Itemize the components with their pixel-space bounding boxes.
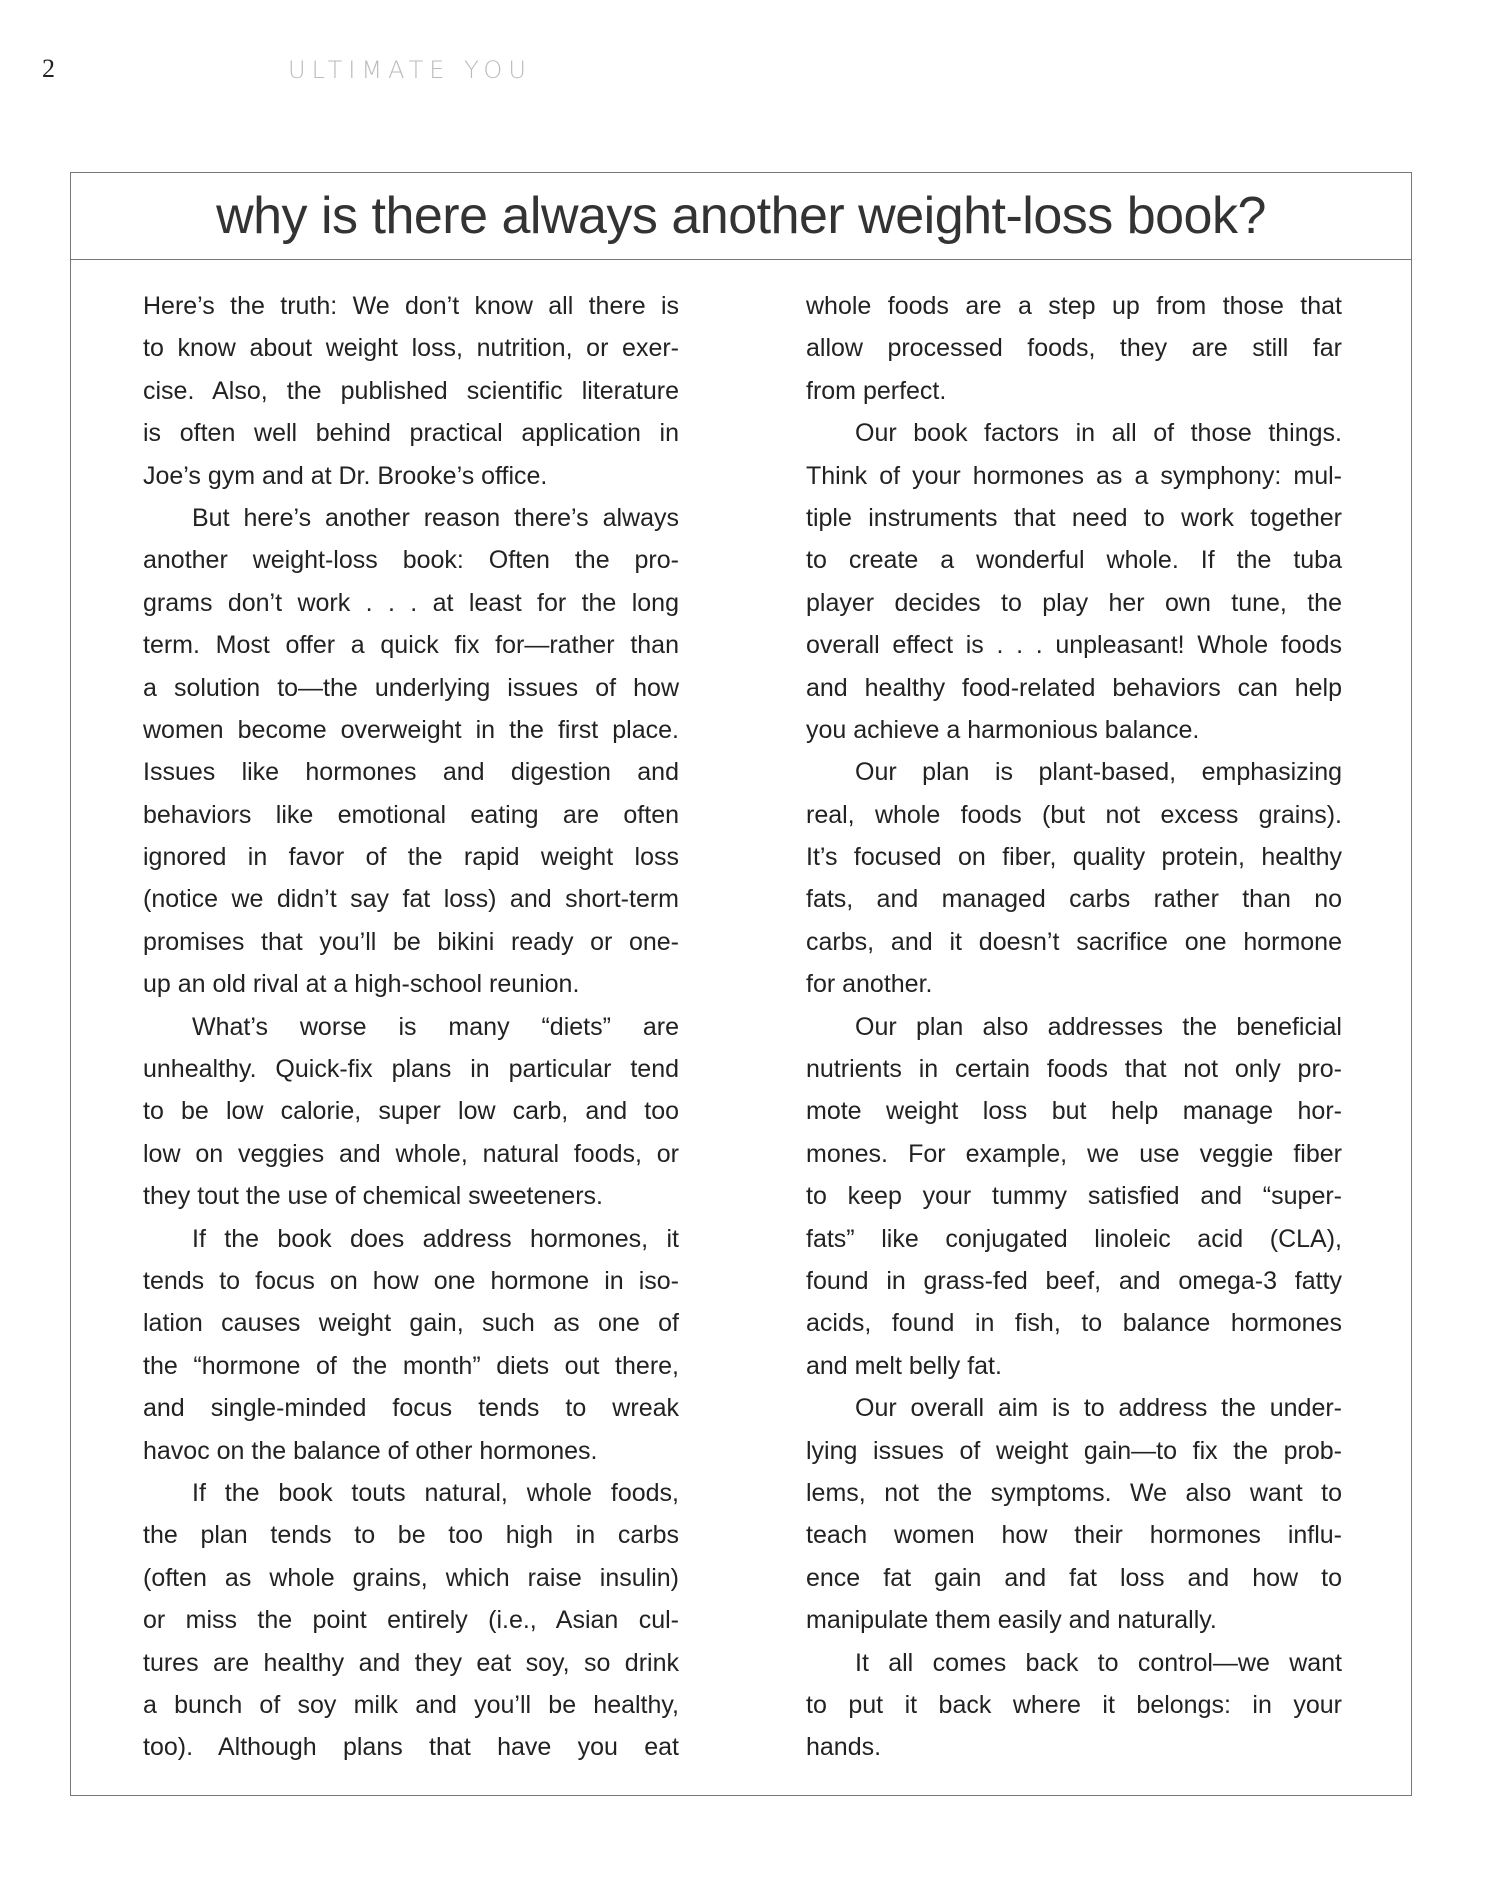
page-number: 2 xyxy=(42,54,55,83)
text-line: It all comes back to control—we want xyxy=(855,1648,1342,1677)
text-line: fats, and managed carbs rather than no xyxy=(806,885,1342,914)
text-line: If the book touts natural, whole foods, xyxy=(192,1478,679,1507)
title-bar xyxy=(71,173,1411,260)
text-line: to keep your tummy satisfied and “super- xyxy=(806,1182,1342,1211)
paragraph xyxy=(806,412,1342,751)
paragraph xyxy=(806,1642,1342,1769)
text-line: unhealthy. Quick-fix plans in particular tend xyxy=(143,1055,679,1084)
text-line: tends to focus on how one hormone in iso- xyxy=(143,1266,679,1295)
text-line: and single-minded focus tends to wreak xyxy=(143,1394,679,1423)
text-line: (often as whole grains, which raise insulin) xyxy=(143,1563,679,1592)
text-line: Our plan is plant-based, emphasizing xyxy=(855,758,1342,787)
text-line: low on veggies and whole, natural foods, or xyxy=(143,1139,679,1168)
text-line: mones. For example, we use veggie fiber xyxy=(806,1139,1342,1168)
text-line: (notice we didn’t say fat loss) and short-term xyxy=(143,885,679,914)
text-line: real, whole foods (but not excess grains). xyxy=(806,800,1342,829)
text-line: behaviors like emotional eating are often xyxy=(143,800,679,829)
text-line: nutrients in certain foods that not only pro- xyxy=(806,1055,1342,1084)
running-head: ULTIMATE YOU xyxy=(288,56,532,84)
text-line: they tout the use of chemical sweeteners. xyxy=(143,1182,603,1211)
text-line: manipulate them easily and naturally. xyxy=(806,1606,1217,1635)
text-line: to create a wonderful whole. If the tuba xyxy=(806,546,1342,575)
sidebar-box xyxy=(70,172,1412,1796)
text-line: is often well behind practical application in xyxy=(143,419,679,448)
text-line: tiple instruments that need to work together xyxy=(806,503,1342,532)
text-line: a solution to—the underlying issues of how xyxy=(143,673,679,702)
text-line: and healthy food-related behaviors can help xyxy=(806,673,1342,702)
text-line: player decides to play her own tune, the xyxy=(806,588,1342,617)
text-line: whole foods are a step up from those that xyxy=(806,292,1342,320)
text-line: Think of your hormones as a symphony: mul- xyxy=(806,461,1342,490)
text-line: grams don’t work . . . at least for the long xyxy=(143,588,679,617)
text-line: havoc on the balance of other hormones. xyxy=(143,1436,598,1465)
text-line: the “hormone of the month” diets out there, xyxy=(143,1351,679,1380)
paragraph xyxy=(143,285,679,497)
paragraph xyxy=(806,1006,1342,1388)
text-line: found in grass-fed beef, and omega-3 fatty xyxy=(806,1266,1342,1295)
text-line: ignored in favor of the rapid weight loss xyxy=(143,843,679,872)
paragraph xyxy=(143,497,679,1006)
text-line: lation causes weight gain, such as one of xyxy=(143,1309,679,1338)
text-line: promises that you’ll be bikini ready or one- xyxy=(143,927,679,956)
text-line: tures are healthy and they eat soy, so drink xyxy=(143,1648,679,1677)
text-line: If the book does address hormones, it xyxy=(192,1224,679,1253)
text-line: acids, found in fish, to balance hormones xyxy=(806,1309,1342,1338)
left-column xyxy=(143,285,679,1769)
text-line: another weight-loss book: Often the pro- xyxy=(143,546,679,575)
text-line: or miss the point entirely (i.e., Asian cul- xyxy=(143,1606,679,1635)
text-line: allow processed foods, they are still far xyxy=(806,334,1342,363)
text-line: from perfect. xyxy=(806,376,947,405)
box-title: why is there always another weight-loss book? xyxy=(216,187,1266,245)
text-line: fats” like conjugated linoleic acid (CLA), xyxy=(806,1224,1342,1253)
text-line: carbs, and it doesn’t sacrifice one hormone xyxy=(806,927,1342,956)
paragraph xyxy=(806,751,1342,1005)
text-line: for another. xyxy=(806,970,933,999)
text-line: the plan tends to be too high in carbs xyxy=(143,1521,679,1550)
text-line: a bunch of soy milk and you’ll be healthy, xyxy=(143,1690,679,1719)
text-line: hands. xyxy=(806,1733,882,1762)
text-line: overall effect is . . . unpleasant! Whole foods xyxy=(806,631,1342,660)
text-line: Our book factors in all of those things. xyxy=(855,419,1342,448)
text-line: term. Most offer a quick fix for—rather than xyxy=(143,631,679,660)
text-line: Here’s the truth: We don’t know all there is xyxy=(143,292,679,320)
text-line: Our plan also addresses the beneficial xyxy=(855,1012,1342,1041)
text-line: lying issues of weight gain—to fix the prob- xyxy=(806,1436,1342,1465)
paragraph xyxy=(143,1006,679,1218)
text-line: It’s focused on fiber, quality protein, healthy xyxy=(806,843,1342,872)
text-line: to be low calorie, super low carb, and too xyxy=(143,1097,679,1126)
text-line: and melt belly fat. xyxy=(806,1351,1002,1380)
right-column xyxy=(806,285,1342,1769)
text-line: to know about weight loss, nutrition, or exer- xyxy=(143,334,679,363)
text-line: to put it back where it belongs: in your xyxy=(806,1690,1342,1719)
text-line: cise. Also, the published scientific literature xyxy=(143,376,679,405)
text-line: Issues like hormones and digestion and xyxy=(143,758,679,787)
text-line: teach women how their hormones influ- xyxy=(806,1521,1342,1550)
paragraph xyxy=(806,285,1342,412)
paragraph xyxy=(806,1387,1342,1641)
text-line: What’s worse is many “diets” are xyxy=(192,1012,679,1041)
text-line: lems, not the symptoms. We also want to xyxy=(806,1478,1342,1507)
text-line: too). Although plans that have you eat xyxy=(143,1733,679,1762)
text-line: Our overall aim is to address the under- xyxy=(855,1394,1342,1423)
text-line: mote weight loss but help manage hor- xyxy=(806,1097,1342,1126)
text-line: Joe’s gym and at Dr. Brooke’s office. xyxy=(143,461,548,490)
paragraph xyxy=(143,1472,679,1769)
text-line: But here’s another reason there’s always xyxy=(192,503,679,532)
text-line: ence fat gain and fat loss and how to xyxy=(806,1563,1342,1592)
text-line: you achieve a harmonious balance. xyxy=(806,715,1200,744)
text-line: up an old rival at a high-school reunion. xyxy=(143,970,580,999)
paragraph xyxy=(143,1218,679,1472)
text-line: women become overweight in the first place. xyxy=(143,715,679,744)
